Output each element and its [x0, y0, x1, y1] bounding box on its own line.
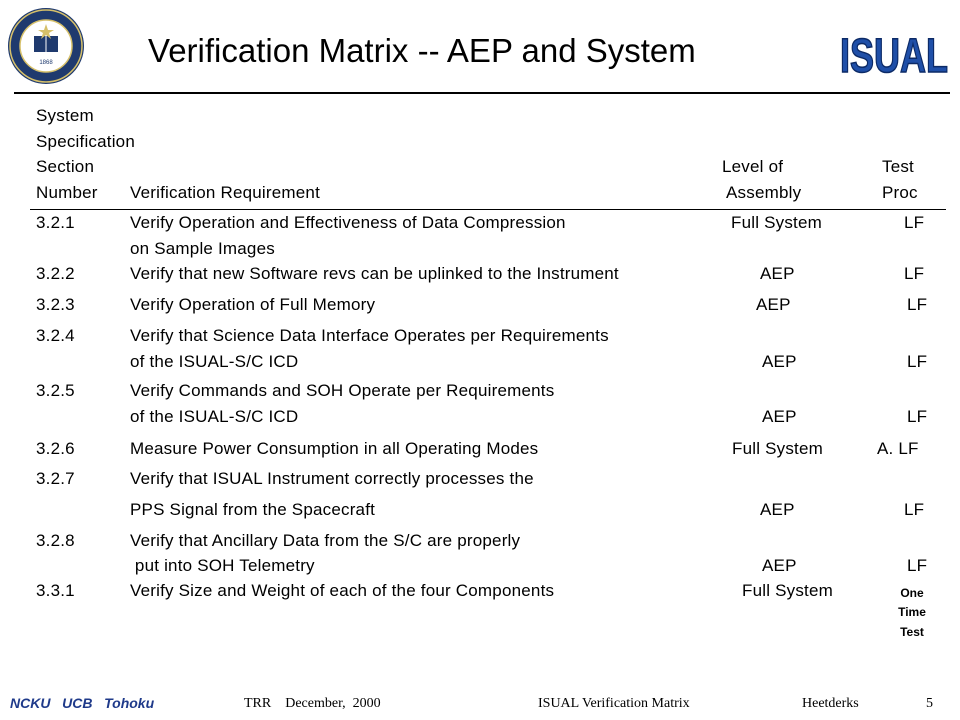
row-requirement: of the ISUAL-S/C ICD — [130, 407, 299, 426]
header-col3-line2: Assembly — [726, 183, 802, 202]
row-level: Full System — [742, 581, 833, 600]
row-proc: LF — [904, 264, 925, 283]
footer-doc-title: ISUAL Verification Matrix — [538, 696, 690, 711]
row-requirement: Verify that Science Data Interface Operates per Requirements — [130, 326, 609, 345]
header-col3-line1: Level of — [722, 157, 784, 176]
logo-text: ISUAL — [840, 30, 948, 83]
row-level: AEP — [760, 500, 795, 519]
row-proc: Time — [898, 605, 926, 619]
row-proc: LF — [904, 213, 925, 232]
row-level: AEP — [762, 556, 797, 575]
header-col4-line2: Proc — [882, 183, 918, 202]
svg-text:1868: 1868 — [39, 60, 53, 66]
row-requirement: Verify that new Software revs can be uplinked to the Instrument — [130, 264, 619, 283]
row-proc: LF — [907, 352, 928, 371]
header-col1-line2: Specification — [36, 132, 135, 151]
header-col4-line1: Test — [882, 157, 914, 176]
university-seal-logo — [6, 6, 86, 86]
row-number: 3.3.1 — [36, 581, 75, 600]
footer-author: Heetderks — [802, 696, 859, 711]
row-number: 3.2.8 — [36, 531, 75, 550]
row-number: 3.2.7 — [36, 469, 75, 488]
row-level: AEP — [760, 264, 795, 283]
row-number: 3.2.5 — [36, 381, 75, 400]
footer-page-number: 5 — [926, 696, 933, 711]
header-col2: Verification Requirement — [130, 183, 321, 202]
row-proc: Test — [900, 625, 924, 639]
row-proc: LF — [907, 295, 928, 314]
title-divider — [14, 92, 950, 94]
row-requirement: Measure Power Consumption in all Operating Modes — [130, 439, 539, 458]
footer-meeting: TRR December, 2000 — [244, 696, 381, 711]
row-level: AEP — [756, 295, 791, 314]
row-number: 3.2.1 — [36, 213, 75, 232]
row-requirement: put into SOH Telemetry — [130, 556, 315, 575]
row-number: 3.2.2 — [36, 264, 75, 283]
header-divider — [30, 209, 946, 210]
row-level: Full System — [731, 213, 822, 232]
header-col1-line1: System — [36, 106, 94, 125]
row-proc: LF — [904, 500, 925, 519]
footer-organizations: NCKU UCB Tohoku — [10, 695, 155, 711]
row-number: 3.2.3 — [36, 295, 75, 314]
row-requirement: PPS Signal from the Spacecraft — [130, 500, 376, 519]
row-number: 3.2.6 — [36, 439, 75, 458]
row-requirement: Verify that Ancillary Data from the S/C are properly — [130, 531, 521, 550]
slide-title: Verification Matrix -- AEP and System — [148, 32, 696, 69]
row-requirement: Verify Operation of Full Memory — [130, 295, 376, 314]
isual-logo — [838, 24, 950, 84]
row-requirement: of the ISUAL-S/C ICD — [130, 352, 299, 371]
row-requirement: Verify Operation and Effectiveness of Data Compression — [130, 213, 566, 232]
row-level: AEP — [762, 407, 797, 426]
row-level: AEP — [762, 352, 797, 371]
header-col1-line4: Number — [36, 183, 98, 202]
row-proc: LF — [907, 407, 928, 426]
row-level: Full System — [732, 439, 823, 458]
row-proc: One — [900, 586, 924, 600]
row-requirement: on Sample Images — [130, 239, 275, 258]
row-requirement: Verify that ISUAL Instrument correctly processes the — [130, 469, 534, 488]
row-requirement: Verify Commands and SOH Operate per Requirements — [130, 381, 555, 400]
row-proc: LF — [907, 556, 928, 575]
row-number: 3.2.4 — [36, 326, 75, 345]
header-col1-line3: Section — [36, 157, 95, 176]
row-requirement: Verify Size and Weight of each of the four Components — [130, 581, 555, 600]
row-proc: A. LF — [877, 439, 919, 458]
